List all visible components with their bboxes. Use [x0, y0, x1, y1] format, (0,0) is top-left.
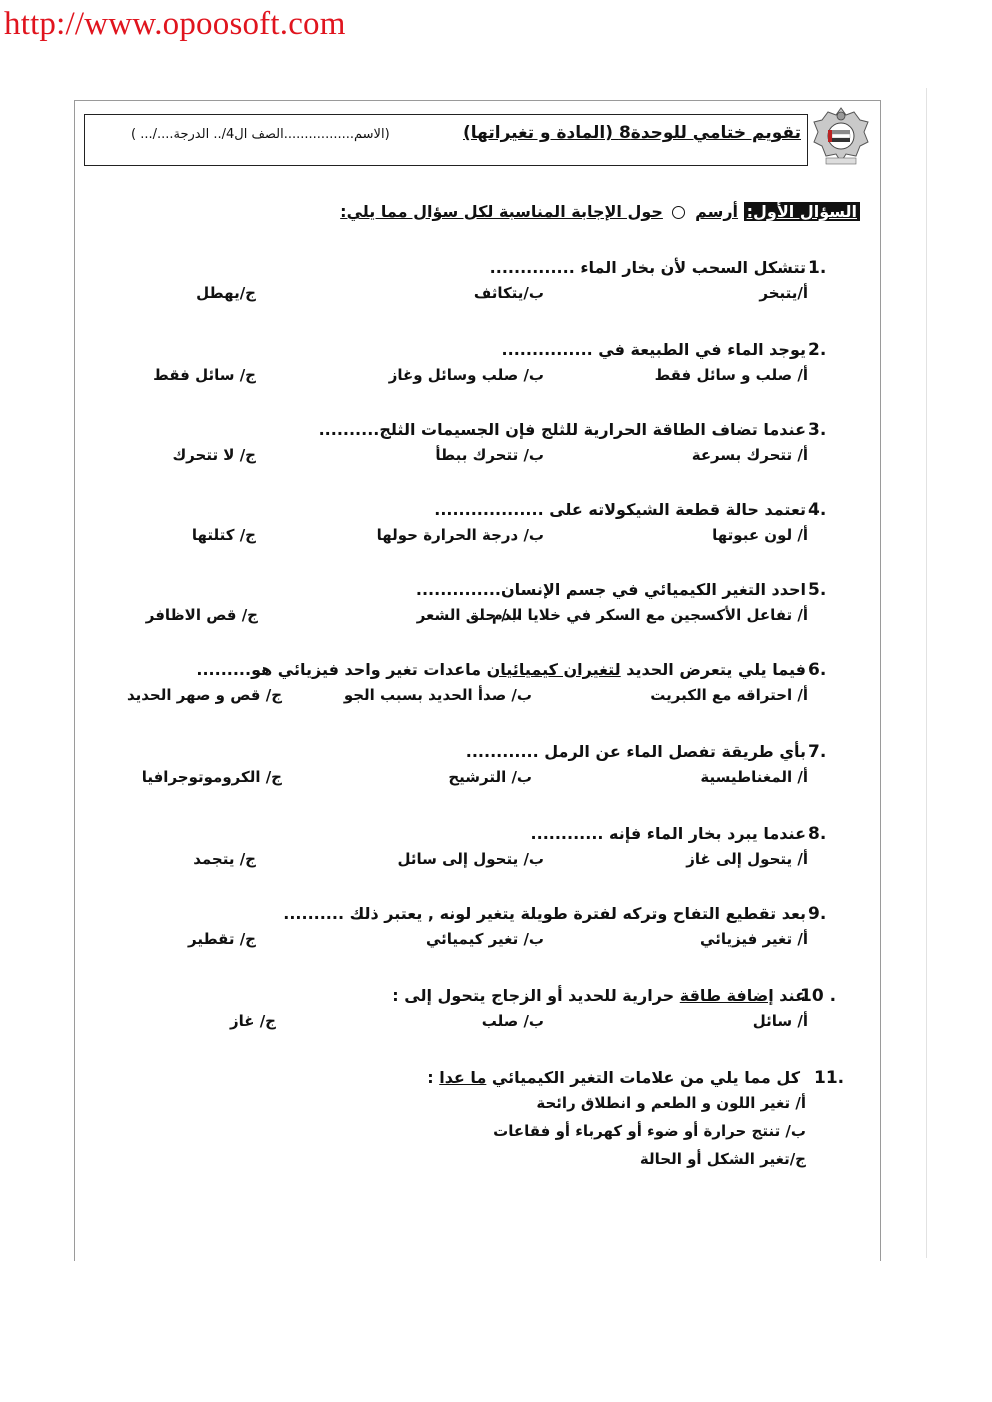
option-a[interactable]: أ/ المغناطيسية: [700, 768, 808, 786]
option-c[interactable]: ج/ يتجمد: [193, 850, 256, 868]
option-a[interactable]: أ/ تفاعل الأكسجين مع السكر في خلايا الدم: [491, 606, 808, 624]
question-stem: تتشكل السحب لأن بخار الماء ..............: [489, 258, 806, 277]
option-b[interactable]: ب/ تغير كيميائي: [425, 930, 544, 948]
option-c[interactable]: ج/ لا تتحرك: [172, 446, 256, 464]
stem-part: ماعدات تغير واحد فيزيائي هو.........: [196, 660, 487, 679]
question-number: 11.: [814, 1068, 845, 1088]
page-edge-line: [926, 88, 927, 1258]
option-b[interactable]: ب/ الترشيح: [448, 768, 532, 786]
option-c[interactable]: ج/يهطل: [196, 284, 256, 302]
question-stem: [392, 986, 806, 1005]
underlined-phrase: إضافة طاقة: [679, 986, 774, 1005]
question-stem: بعد تقطيع التفاح وتركه لفترة طويلة يتغير لونه , يعتبر ذلك ..........: [283, 904, 806, 923]
option-b[interactable]: ب/يتكاثف: [473, 284, 544, 302]
stem-part: عند: [773, 986, 806, 1005]
question-number: 7.: [808, 742, 827, 762]
question-stem: [427, 1068, 800, 1087]
question-number: 10 .: [800, 986, 837, 1006]
option-a[interactable]: أ/ يتحول إلى غاز: [686, 850, 808, 868]
option-c[interactable]: ج/ قص و صهر الحديد: [126, 686, 282, 704]
option-b[interactable]: ب/ درجة الحرارة حولها: [376, 526, 544, 544]
option-c[interactable]: ج/تغير الشكل أو الحالة: [639, 1150, 806, 1168]
question-number: 9.: [808, 904, 827, 924]
option-c[interactable]: ج/ سائل فقط: [153, 366, 256, 384]
option-a[interactable]: أ/ لون عبوتها: [712, 526, 808, 544]
option-b[interactable]: ب/ تنتج حرارة أو ضوء أو كهرباء أو فقاعات: [493, 1122, 806, 1140]
option-b[interactable]: ب/ تتحرك ببطأ: [435, 446, 544, 464]
question-number: 3.: [808, 420, 827, 440]
watermark-url: http://www.opoosoft.com: [4, 6, 346, 42]
option-b[interactable]: ب/ حلق الشعر: [416, 606, 522, 624]
option-a[interactable]: أ/ احتراقه مع الكبريت: [650, 686, 808, 704]
option-b[interactable]: ب/ صلب: [481, 1012, 544, 1030]
stem-part: كل مما يلي من علامات التغير الكيميائي: [486, 1068, 800, 1087]
question-stem: بأي طريقة تفصل الماء عن الرمل ............: [465, 742, 806, 761]
option-a[interactable]: أ/يتبخر: [759, 284, 808, 302]
option-c[interactable]: ج/ كتلتها: [191, 526, 256, 544]
question-number: 2.: [808, 340, 827, 360]
question-stem: عندما تضاف الطاقة الحرارية للثلج فإن الجسيمات الثلج..........: [318, 420, 806, 439]
option-a[interactable]: أ/ صلب و سائل فقط: [654, 366, 808, 384]
option-c[interactable]: ج/ تقطير: [187, 930, 256, 948]
uae-emblem-icon: [808, 102, 874, 168]
question-stem: يوجد الماء في الطبيعة في ...............: [501, 340, 806, 359]
stem-part: فيما يلي يتعرض الحديد: [620, 660, 806, 679]
option-a[interactable]: أ/ تتحرك بسرعة: [691, 446, 808, 464]
stem-part: حرارية للحديد أو الزجاج يتحول إلى :: [392, 986, 680, 1005]
student-info-fields: (الاسم.................الصف ال4/.. الدرجة..../... ): [131, 127, 390, 142]
question-number: 4.: [808, 500, 827, 520]
question-number: 5.: [808, 580, 827, 600]
section-heading: [340, 202, 860, 221]
circle-icon: [672, 206, 685, 219]
question-number: 6.: [808, 660, 827, 680]
stem-part: :: [427, 1068, 440, 1087]
option-c[interactable]: ج/ غاز: [229, 1012, 276, 1030]
exam-title: تقويم ختامي للوحدة8 (المادة و تغيراتها): [463, 123, 801, 143]
option-a[interactable]: أ/ تغير اللون و الطعم و انطلاق رائحة: [536, 1094, 806, 1112]
section-label: السؤال الأول:: [744, 202, 860, 221]
instruction-b: حول الإجابة المناسبة لكل سؤال مما يلي:: [340, 202, 663, 221]
header-box: [84, 114, 808, 166]
option-b[interactable]: ب/ يتحول إلى سائل: [397, 850, 544, 868]
question-number: 1.: [808, 258, 827, 278]
question-stem: احدد التغير الكيميائي في جسم الإنسان..............: [415, 580, 806, 599]
instruction-a: أرسم: [695, 202, 739, 221]
option-c[interactable]: ج/ قص الاظافر: [145, 606, 258, 624]
question-number: 8.: [808, 824, 827, 844]
underlined-phrase: ما عدا: [439, 1068, 487, 1087]
option-b[interactable]: ب/ صلب وسائل وغاز: [388, 366, 544, 384]
option-a[interactable]: أ/ تغير فيزيائي: [700, 930, 808, 948]
question-stem: [196, 660, 806, 679]
option-c[interactable]: ج/ الكروموتوجرافيا: [141, 768, 282, 786]
option-b[interactable]: ب/ صدأ الحديد بسبب الجو: [343, 686, 532, 704]
option-a[interactable]: أ/ سائل: [752, 1012, 808, 1030]
question-stem: تعتمد حالة قطعة الشيكولاته على ..................: [434, 500, 806, 519]
question-stem: عندما يبرد بخار الماء فإنه ............: [530, 824, 806, 843]
underlined-phrase: لتغيران كيميائيان: [486, 660, 621, 679]
